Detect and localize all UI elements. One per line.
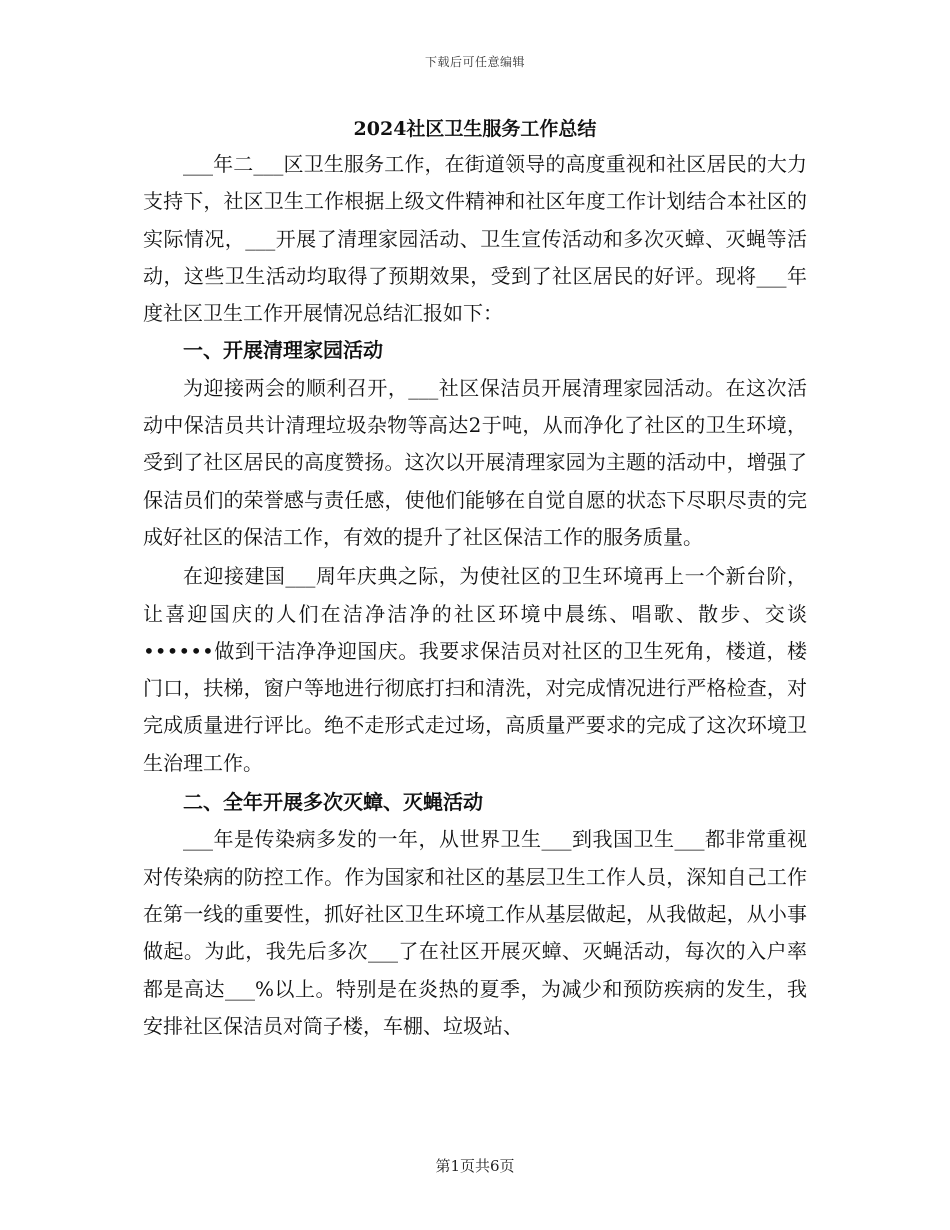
page-number: 第1页共6页 xyxy=(435,1157,515,1175)
section-1-paragraph-2: 在迎接建国___周年庆典之际，为使社区的卫生环境再上一个新台阶，让喜迎国庆的人们在洁净洁净的社区环境中晨练、唱歌、散步、交谈••••••做到干洁净净迎国庆。我要求保洁员对社区的卫生死角，楼道，楼门口，扶梯，窗户等地进行彻底打扫和清洗，对完成情况进行严格检查，对完成质量进行评比。绝不走形式走过场，高质量严要求的完成了这次环境卫生治理工作。 xyxy=(143,564,807,775)
section-heading-1: 一、开展清理家园活动 xyxy=(183,338,383,363)
intro-paragraph: ___年二___区卫生服务工作，在街道领导的高度重视和社区居民的大力支持下，社区卫生工作根据上级文件精神和社区年度工作计划结合本社区的实际情况，___开展了清理家园活动、卫生宣传活动和多次灭蟑、灭蝇等活动，这些卫生活动均取得了预期效果，受到了社区居民的好评。现将___年度社区卫生工作开展情况总结汇报如下： xyxy=(143,152,807,326)
document-title: 2024社区卫生服务工作总结 xyxy=(353,118,597,140)
section-2-paragraph-1: ___年是传染病多发的一年，从世界卫生___到我国卫生___都非常重视对传染病的防控工作。作为国家和社区的基层卫生工作人员，深知自己工作在第一线的重要性，抓好社区卫生环境工作从基层做起，从我做起，从小事做起。为此，我先后多次___了在社区开展灭蟑、灭蝇活动，每次的入户率都是高达___%以上。特别是在炎热的夏季，为减少和预防疾病的发生，我安排社区保洁员对筒子楼，车棚、垃圾站、 xyxy=(143,827,807,1038)
section-heading-2: 二、全年开展多次灭蟑、灭蝇活动 xyxy=(183,790,483,815)
document-body xyxy=(143,112,807,1045)
section-1-paragraph-1: 为迎接两会的顺利召开，___社区保洁员开展清理家园活动。在这次活动中保洁员共计清理垃圾杂物等高达2于吨，从而净化了社区的卫生环境，受到了社区居民的高度赞扬。这次以开展清理家园为主题的活动中，增强了保洁员们的荣誉感与责任感，使他们能够在自觉自愿的状态下尽职尽责的完成好社区的保洁工作，有效的提升了社区保洁工作的服务质量。 xyxy=(143,375,807,549)
header-note: 下载后可任意编辑 xyxy=(424,55,525,69)
